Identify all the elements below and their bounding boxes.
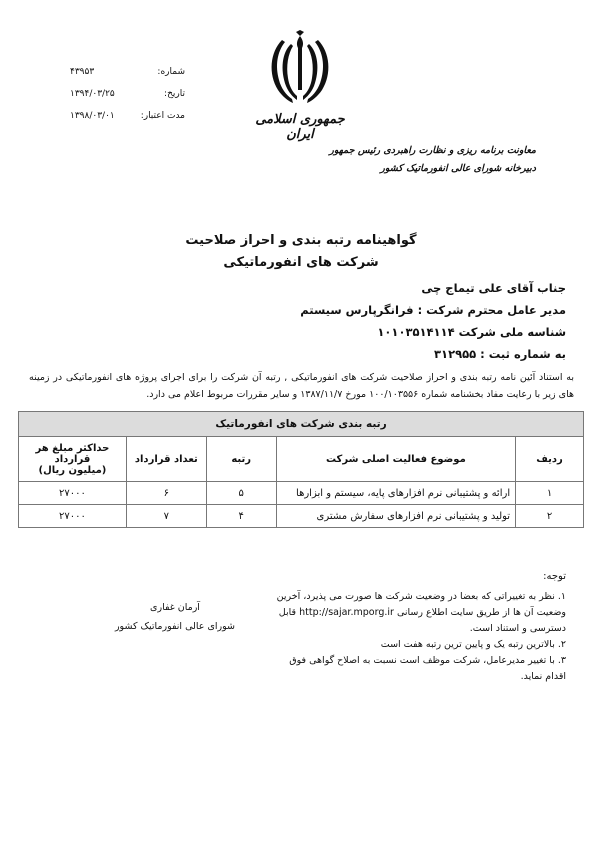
note-item: ۲. بالاترین رتبه یک و پایین ترین رتبه هفت است <box>380 639 566 650</box>
recipient-info <box>46 277 566 365</box>
emblem <box>250 30 350 142</box>
org-line-2: دبیرخانه شورای عالی انفورماتیک کشور <box>380 163 536 174</box>
ranking-table <box>18 411 584 528</box>
table-header-row <box>19 437 584 482</box>
header-rank: رتبه <box>206 437 276 482</box>
number-value: ۴۳۹۵۳ <box>70 67 95 77</box>
cell-row-number: ۱ <box>516 482 584 505</box>
notes-list <box>266 589 566 685</box>
title-line-2: شرکت های انفورماتیکی <box>223 255 379 270</box>
number-label: شماره: <box>157 67 185 77</box>
validity-row <box>70 110 185 123</box>
recipient: جناب آقای علی تیماج چی <box>421 281 566 295</box>
cell-rank: ۵ <box>206 482 276 505</box>
cell-contracts: ۷ <box>126 505 206 528</box>
national-id: شناسه ملی شرکت ۱۰۱۰۳۵۱۴۱۱۴ <box>377 325 566 339</box>
org-line-1: معاونت برنامه ریزی و نظارت راهبردی رئیس جمهور <box>329 145 536 156</box>
date-row <box>70 88 185 101</box>
signature-block <box>100 598 250 636</box>
cell-amount: ۲۷۰۰۰ <box>19 482 127 505</box>
header-contracts: تعداد قرارداد <box>126 437 206 482</box>
iran-emblem-icon <box>262 30 338 110</box>
note-item: ۱. نظر به تغییراتی که بعضا در وضعیت شرکت ها صورت می پذیرد، آخرین وضعیت آن ها از طریق سایت اطلاع رسانی http://sajar.mporg.ir قابل دسترسی و استناد است. <box>276 591 566 634</box>
cell-rank: ۴ <box>206 505 276 528</box>
manager: مدیر عامل محترم شرکت : فرانگرپارس سیستم <box>300 303 566 317</box>
validity-label: مدت اعتبار: <box>140 111 185 121</box>
header-max-amount-line1: حداکثر مبلغ هر قرارداد <box>35 442 110 465</box>
document-meta <box>70 66 185 123</box>
header-max-amount-line2: (میلیون ریال) <box>38 464 107 476</box>
table-caption-row <box>19 412 584 437</box>
date-value: ۱۳۹۴/۰۳/۲۵ <box>70 89 115 99</box>
table-caption: رتبه بندی شرکت های انفورماتیک <box>19 412 584 437</box>
certificate-title <box>60 230 542 274</box>
validity-value: ۱۳۹۸/۰۳/۰۱ <box>70 111 115 121</box>
cell-row-number: ۲ <box>516 505 584 528</box>
number-row <box>70 66 185 79</box>
header-row-number: ردیف <box>516 437 584 482</box>
organization-header <box>316 142 536 178</box>
table-row <box>19 505 584 528</box>
registration-number: به شماره ثبت : ۳۱۲۹۵۵ <box>434 347 566 361</box>
title-line-1: گواهینامه رتبه بندی و احراز صلاحیت <box>185 233 417 248</box>
note-item: ۳. با تغییر مدیرعامل، شرکت موظف است نسبت به اصلاح گواهی فوق اقدام نماید. <box>289 655 566 682</box>
emblem-caption: جمهوری اسلامی ایران <box>255 112 345 142</box>
cell-activity: ارائه و پشتیبانی نرم افزارهای پایه، سیستم و ابزارها <box>276 482 515 505</box>
body-paragraph: به استناد آئین نامه رتبه بندی و احراز صلاحیت شرکت های انفورماتیکی , رتبه آن شرکت را برای اجرای پروژه های انفورماتیکی در زمینه های زیر با رعایت مفاد بخشنامه شماره ۱۰۰/۱۰۳۵۵۶ مورخ ۱۳۸۷/۱۱/۷ و سایر مقررات مربوط اعلام می دارد. <box>29 372 574 400</box>
cell-amount: ۲۷۰۰۰ <box>19 505 127 528</box>
date-label: تاریخ: <box>164 89 185 99</box>
signer-title: شورای عالی انفورماتیک کشور <box>114 621 236 632</box>
cell-activity: تولید و پشتیبانی نرم افزارهای سفارش مشتری <box>276 505 515 528</box>
header-max-amount <box>19 437 127 482</box>
notes-title: توجه: <box>543 571 566 582</box>
header-activity: موضوع فعالیت اصلی شرکت <box>276 437 515 482</box>
signer-name: آرمان غفاری <box>150 602 200 613</box>
table-row <box>19 482 584 505</box>
cell-contracts: ۶ <box>126 482 206 505</box>
